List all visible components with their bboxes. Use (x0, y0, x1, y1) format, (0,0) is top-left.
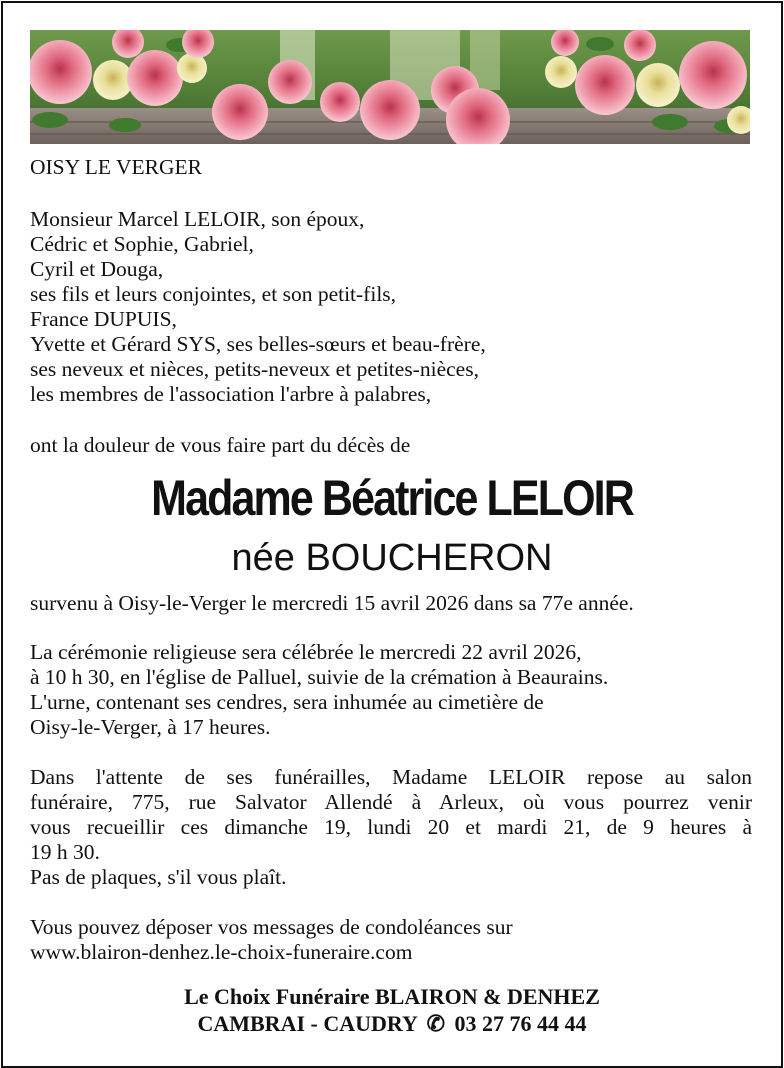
visitation-line: vous recueillir ces dimanche 19, lundi 20 et mardi 21, de 9 heures à (30, 815, 752, 839)
family-line: ses fils et leurs conjointes, et son petit-fils, (30, 282, 397, 306)
company-phone[interactable]: 03 27 76 44 44 (454, 1011, 587, 1036)
family-line: France DUPUIS, (30, 307, 177, 331)
ceremony-line: à 10 h 30, en l'église de Palluel, suivie de la crémation à Beaurains. (30, 665, 609, 689)
family-line: Yvette et Gérard SYS, ses belles-sœurs et beau-frère, (30, 332, 486, 356)
deceased-name: Madame Béatrice LELOIR (151, 470, 633, 526)
family-line: ses neveux et nièces, petits-neveux et petites-nièces, (30, 357, 479, 381)
family-line: Cyril et Douga, (30, 257, 164, 281)
funeral-company-name: Le Choix Funéraire BLAIRON & DENHEZ (184, 984, 600, 1009)
ceremony-paragraph (30, 640, 754, 740)
visitation-line: Pas de plaques, s'il vous plaît. (30, 865, 287, 889)
roses-banner-image (30, 30, 750, 144)
announcement-line: ont la douleur de vous faire part du décès de (30, 433, 411, 457)
death-info-line: survenu à Oisy-le-Verger le mercredi 15 avril 2026 dans sa 77e année. (30, 591, 634, 615)
condolences-line: Vous pouvez déposer vos messages de condoléances sur (30, 915, 513, 939)
visitation-line: funéraire, 775, rue Salvator Allendé à Arleux, où vous pourrez venir (30, 790, 752, 814)
family-line: Monsieur Marcel LELOIR, son époux, (30, 207, 365, 231)
deceased-maiden-name: née BOUCHERON (231, 537, 553, 579)
ceremony-line: L'urne, contenant ses cendres, sera inhumée au cimetière de (30, 690, 544, 714)
visitation-line: 19 h 30. (30, 840, 100, 864)
family-list (30, 207, 754, 407)
visitation-paragraph (30, 765, 752, 890)
location-line: OISY LE VERGER (30, 155, 202, 179)
family-line: Cédric et Sophie, Gabriel, (30, 232, 254, 256)
phone-icon: ✆ (426, 1011, 446, 1036)
condolences-url[interactable]: www.blairon-denhez.le-choix-funeraire.com (30, 940, 413, 964)
family-line: les membres de l'association l'arbre à palabres, (30, 382, 432, 406)
company-cities: CAMBRAI - CAUDRY (197, 1011, 418, 1036)
ceremony-line: Oisy-le-Verger, à 17 heures. (30, 715, 271, 739)
ceremony-line: La cérémonie religieuse sera célébrée le mercredi 22 avril 2026, (30, 640, 582, 664)
condolences-paragraph (30, 915, 754, 965)
visitation-line: Dans l'attente de ses funérailles, Madame LELOIR repose au salon (30, 765, 752, 789)
funeral-company-contact (0, 1010, 784, 1038)
